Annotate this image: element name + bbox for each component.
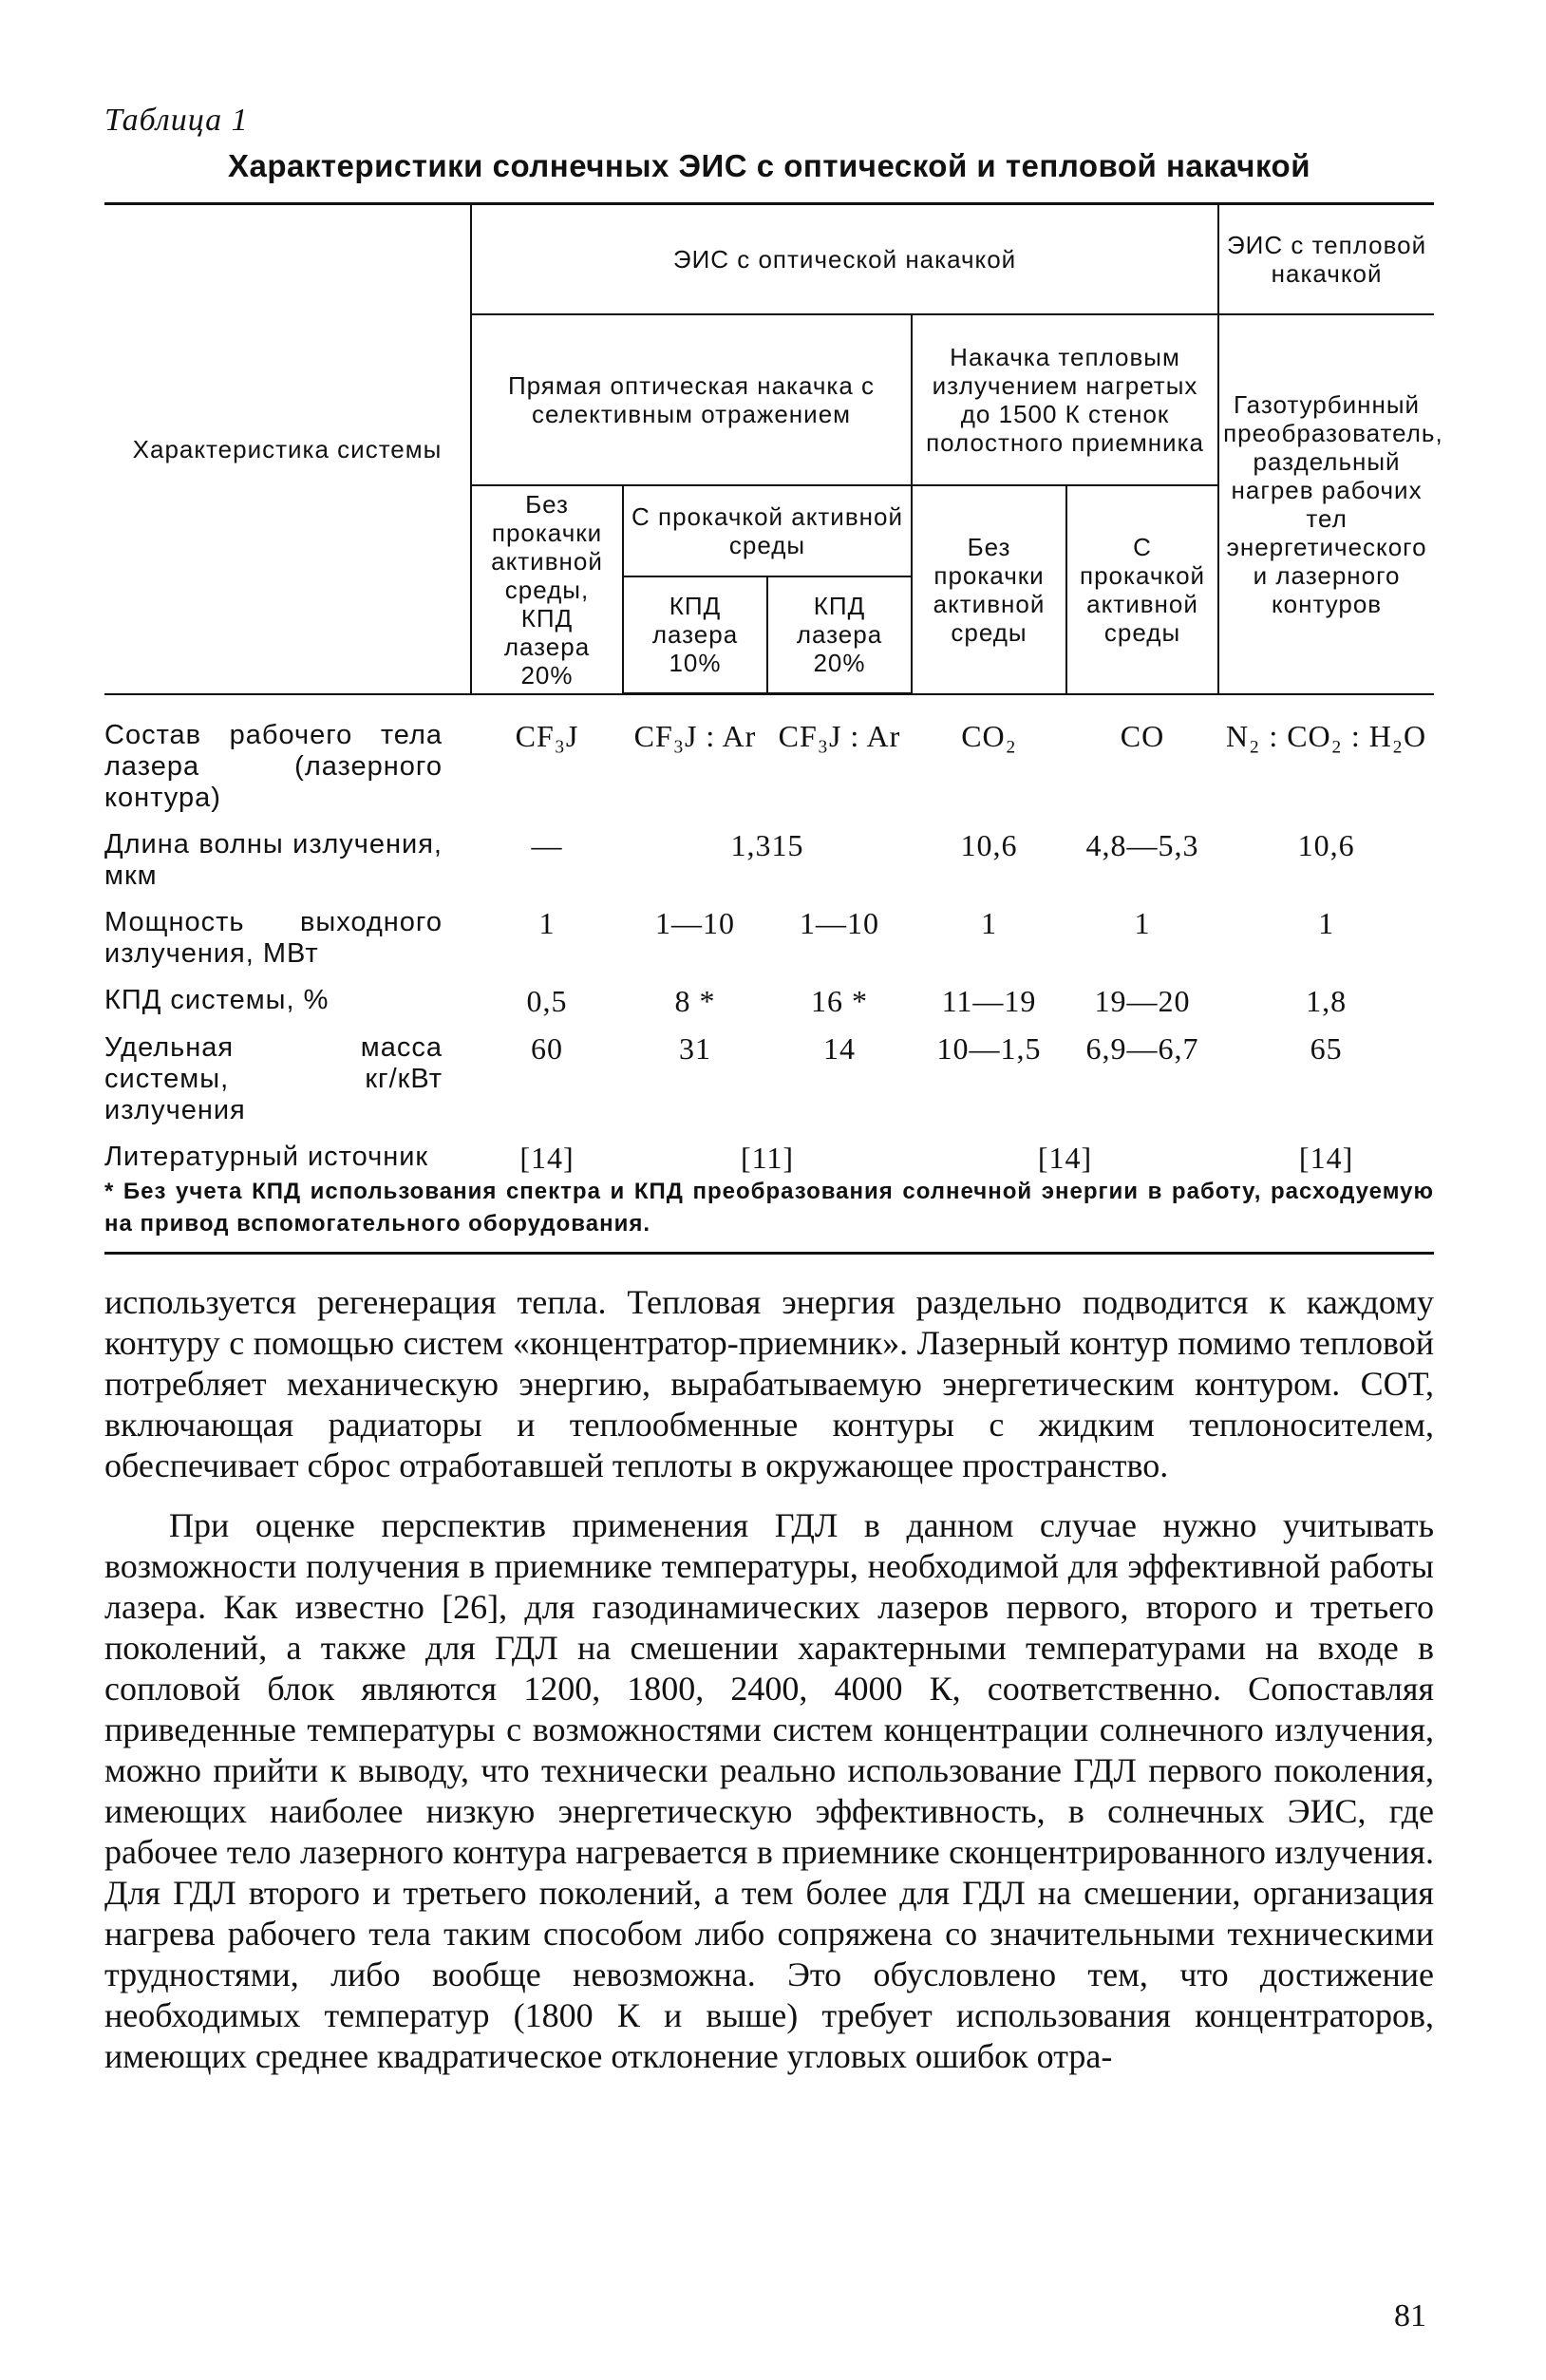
header-gas-turbine: Газотурбинный преобразователь, раздельный нагрев рабочих тел энергетического и лазерного контуров <box>1218 314 1434 694</box>
table-cell: 6,9—6,7 <box>1085 1030 1199 1066</box>
table-cell: 1 <box>981 905 997 940</box>
table-cell: [14] <box>1037 1140 1093 1175</box>
table-cell: 19—20 <box>1094 983 1191 1018</box>
table-cell: — <box>531 827 563 862</box>
table-cell: 4,8—5,3 <box>1085 827 1199 862</box>
table-cell: 31 <box>679 1030 711 1066</box>
table-cell: 11—19 <box>941 983 1037 1018</box>
header-no-pumping: Без прокачки активной среды <box>912 485 1066 694</box>
table-cell: CF₃J <box>515 718 579 753</box>
table-cell: 14 <box>823 1030 856 1066</box>
table-cell: 1 <box>1134 905 1151 940</box>
header-thermal-group: ЭИС с тепловой накачкой <box>1218 204 1434 314</box>
table-footnote: * Без учета КПД использования спектра и КПД преобразования солнечной энергии в работу, расходуемую на привод вспомогательного оборудования. <box>104 1179 1434 1237</box>
row-label: Литературный источник <box>104 1141 429 1172</box>
table-row <box>104 901 1434 979</box>
header-with-pumping: С прокачкой активной среды <box>623 485 912 576</box>
row-label: КПД системы, % <box>104 984 330 1015</box>
row-label: Удельная масса системы, кг/кВт излучения <box>104 1031 443 1125</box>
table-cell: CO <box>1120 718 1165 753</box>
table-row <box>104 1027 1434 1136</box>
header-eff-20: КПД лазера 20% <box>767 576 912 694</box>
table-cell: 16 * <box>811 983 868 1018</box>
header-direct-optical: Прямая оптическая накачка с селективным отражением <box>471 314 912 485</box>
table-cell: CF₃J : Ar <box>633 719 757 753</box>
table-cell: 1,8 <box>1306 983 1348 1018</box>
header-characteristic: Характеристика системы <box>104 204 471 694</box>
header-with-pumping-2: С прокачкой активной среды <box>1066 485 1218 694</box>
body-text <box>104 1282 1434 2096</box>
characteristics-table <box>104 202 1443 1183</box>
table-cell: 8 * <box>674 983 716 1018</box>
table-cell: 1 <box>1318 905 1335 940</box>
header-thermal-radiation: Накачка тепловым излучением нагретых до 1500 К стенок полостного приемника <box>912 314 1218 485</box>
row-label: Состав рабочего тела лазера (лазерного контура) <box>104 719 443 813</box>
table-caption: Таблица 1 <box>104 103 249 138</box>
row-label: Мощность выходного излучения, МВт <box>104 906 443 969</box>
row-label: Длина волны излучения, мкм <box>104 828 443 891</box>
table-cell: 1—10 <box>800 905 879 940</box>
table-cell: 65 <box>1310 1030 1343 1066</box>
table-cell: 60 <box>531 1030 563 1066</box>
table-row <box>104 979 1434 1027</box>
page-number: 81 <box>1394 2298 1426 2333</box>
header-optical-group: ЭИС с оптической накачкой <box>471 204 1218 314</box>
table-row <box>104 694 1434 823</box>
table-cell: CF₃J : Ar <box>778 719 901 753</box>
table-cell: 10,6 <box>1297 827 1355 862</box>
header-no-pumping-20: Без прокачки активной среды, КПД лазера 20% <box>471 485 623 694</box>
table-cell: [11] <box>740 1140 795 1175</box>
table-cell: 10—1,5 <box>936 1030 1042 1066</box>
table-row <box>104 823 1434 901</box>
table-cell: 10,6 <box>960 827 1018 862</box>
header-eff-10: КПД лазера 10% <box>623 576 767 694</box>
table-cell: [14] <box>519 1140 575 1175</box>
table-cell: 1—10 <box>655 905 735 940</box>
footnote-divider <box>104 1252 1434 1255</box>
table-cell: CO₂ <box>961 718 1017 753</box>
table-cell: [14] <box>1298 1140 1354 1175</box>
table-cell: 1 <box>538 905 556 940</box>
table-cell: N₂ : CO₂ : H₂O <box>1226 718 1427 753</box>
paragraph: При оценке перспектив применения ГДЛ в данном случае нужно учитывать возможности получения в приемнике температуры, необходимой для эффективной работы лазера. Как известно [26], для газодинамических лазеров первого, второго и третьего поколений, а также для ГДЛ на смешении характерными температурами на входе в сопловой блок являются 1200, 1800, 2400, 4000 К, соответственно. Сопоставляя приведенные температуры с возможностями систем концентрации солнечного излучения, можно прийти к выводу, что технически реально использование ГДЛ первого поколения, имеющих наиболее низкую энергетическую эффективность, в солнечных ЭИС, где рабочее тело лазерного контура нагревается в приемнике сконцентрированного излучения. Для ГДЛ второго и третьего поколений, а тем более для ГДЛ на смешении, организация нагрева рабочего тела таким способом либо сопряжена со значительными техническими трудностями, либо вообще невозможна. Это обусловлено тем, что достижение необходимых температур (1800 К и выше) требует использования концентраторов, имеющих среднее квадратическое отклонение угловых ошибок отра- <box>104 1506 1434 2075</box>
table-title: Характеристики солнечных ЭИС с оптической и тепловой накачкой <box>228 148 1310 183</box>
paragraph: используется регенерация тепла. Тепловая энергия раздельно подводится к каждому контуру с помощью систем «концентратор-приемник». Лазерный контур помимо тепловой потребляет механическую энергию, вырабатываемую энергетическим контуром. СОТ, включающая радиаторы и теплообменные контуры с жидким теплоносителем, обеспечивает сброс отработавшей теплоты в окружающее пространство. <box>104 1283 1434 1484</box>
table-cell: 1,315 <box>730 827 804 862</box>
table-cell: 0,5 <box>526 983 568 1018</box>
